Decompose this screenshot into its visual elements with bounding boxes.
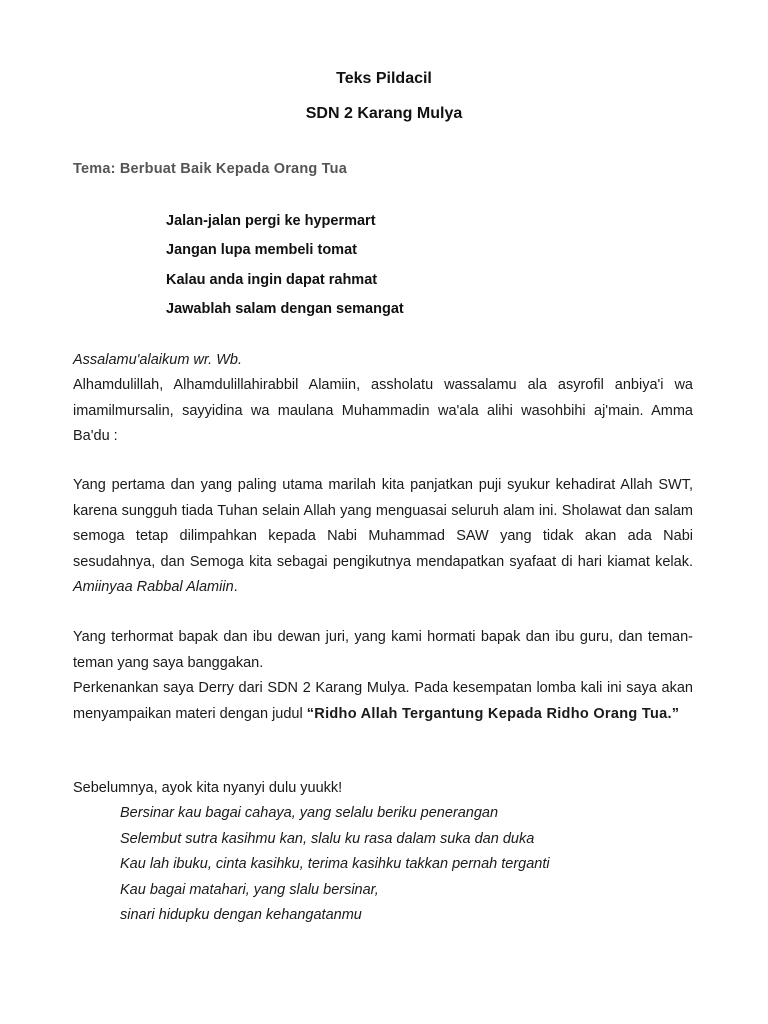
theme-line: Tema: Berbuat Baik Kepada Orang Tua — [73, 161, 347, 177]
paragraph-introduction — [73, 676, 693, 727]
paragraph-praise-period: . — [233, 579, 238, 595]
document-title: Teks Pildacil — [336, 70, 432, 87]
speech-title: “Ridho Allah Tergantung Kepada Ridho Orang Tua.” — [306, 705, 680, 722]
song-lyrics — [120, 801, 550, 929]
pantun-line: Jangan lupa membeli tomat — [166, 242, 357, 259]
paragraph-praise — [73, 473, 693, 601]
song-line: Kau lah ibuku, cinta kasihku, terima kasihku takkan pernah terganti — [120, 856, 550, 872]
song-line: Bersinar kau bagai cahaya, yang selalu beriku penerangan — [120, 805, 499, 821]
school-name: SDN 2 Karang Mulya — [305, 105, 463, 122]
pantun-line: Kalau anda ingin dapat rahmat — [166, 271, 378, 288]
song-line: Kau bagai matahari, yang slalu bersinar, — [120, 881, 379, 898]
paragraph-praise-closing: Amiinyaa Rabbal Alamiin — [73, 579, 234, 595]
pantun-line: Jalan-jalan pergi ke hypermart — [166, 213, 376, 229]
paragraph-introduction-text: Perkenankan saya Derry dari SDN 2 Karang Mulya. Pada kesempatan lomba kali ini saya akan menyampaikan materi dengan judul — [73, 680, 693, 722]
song-intro: Sebelumnya, ayok kita nyanyi dulu yuukk! — [73, 780, 343, 796]
paragraph-praise-text: Yang pertama dan yang paling utama marilah kita panjatkan puji syukur kehadirat Allah SWT, karena sungguh tiada Tuhan selain Allah yang menguasai seluruh alam ini. Sholawat dan salam semoga tetap dilimpahkan kepada Nabi Muhammad SAW yang tidak akan ada Nabi sesudahnya, dan Semoga kita sebagai pengikutnya mendapatkan syafaat di hari kiamat kelak. — [73, 477, 693, 570]
song-line: Selembut sutra kasihmu kan, slalu ku rasa dalam suka dan duka — [120, 830, 535, 847]
pantun-verse — [166, 211, 404, 328]
pantun-line: Jawablah salam dengan semangat — [166, 300, 404, 317]
song-line: sinari hidupku dengan kehangatanmu — [120, 907, 362, 923]
paragraph-respects: Yang terhormat bapak dan ibu dewan juri, yang kami hormati bapak dan ibu guru, dan teman-teman yang saya banggakan. — [73, 629, 693, 671]
greeting-salam: Assalamu'alaikum wr. Wb. — [73, 352, 243, 368]
opening-hamdalah: Alhamdulillah, Alhamdulillahirabbil Alamiin, assholatu wassalamu ala asyrofil anbiya'i wa imamilmursalin, sayyidina wa maulana Muhammadin wa'ala alihi wasohbihi aj'main. Amma Ba'du : — [73, 377, 693, 444]
